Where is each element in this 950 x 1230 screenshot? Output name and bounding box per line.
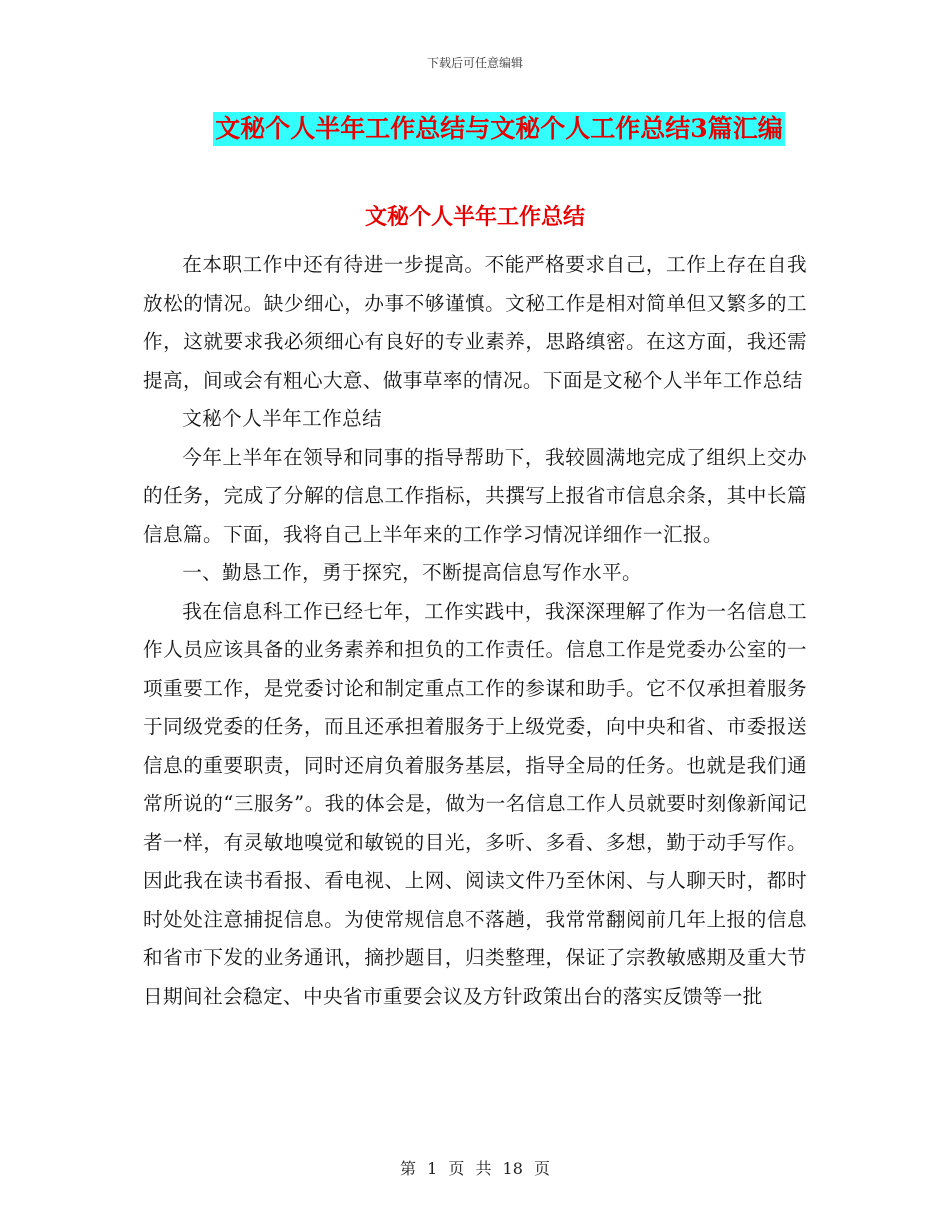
- section-title: 文秘个人半年工作总结: [364, 204, 585, 230]
- page-header-note: 下载后可任意编辑: [426, 56, 523, 70]
- document-title-container: [196, 112, 802, 146]
- paragraph: 在本职工作中还有待进一步提高。不能严格要求自己，工作上存在自我放松的情况。缺少细心，办事不够谨慎。文秘工作是相对简单但又繁多的工作，这就要求我必须细心有良好的专业素养，思路缜密。在这方面，我还需提高，间或会有粗心大意、做事草率的情况。下面是文秘个人半年工作总结: [143, 253, 807, 392]
- paragraph: 一、勤恳工作，勇于探究，不断提高信息写作水平。: [182, 561, 643, 584]
- paragraph: 我在信息科工作已经七年，工作实践中，我深深理解了作为一名信息工作人员应该具备的业务素养和担负的工作责任。信息工作是党委办公室的一项重要工作，是党委讨论和制定重点工作的参谋和助手。它不仅承担着服务于同级党委的任务，而且还承担着服务于上级党委，向中央和省、市委报送信息的重要职责，同时还肩负着服务基层，指导全局的任务。也就是我们通常所说的“三服务”。我的体会是，做为一名信息工作人员就要时刻像新闻记者一样，有灵敏地嗅觉和敏锐的目光，多听、多看、多想，勤于动手写作。因此我在读书看报、看电视、上网、阅读文件乃至休闲、与人聊天时，都时时处处注意捕捉信息。为使常规信息不落趟，我常常翻阅前几年上报的信息和省市下发的业务通讯，摘抄题目，归类整理，保证了宗教敏感期及重大节日期间社会稳定、中央省市重要会议及方针政策出台的落实反馈等一批: [143, 599, 807, 1008]
- paragraph: 文秘个人半年工作总结: [182, 407, 383, 430]
- paragraph: 今年上半年在领导和同事的指导帮助下，我较圆满地完成了组织上交办的任务，完成了分解的信息工作指标，共撰写上报省市信息余条，其中长篇信息篇。下面，我将自己上半年来的工作学习情况详细作一汇报。: [143, 445, 807, 546]
- document-title: 文秘个人半年工作总结与文秘个人工作总结3篇汇编: [213, 112, 784, 146]
- page-number-footer: 第 1 页 共 18 页: [400, 1159, 550, 1178]
- document-body: [143, 246, 807, 1016]
